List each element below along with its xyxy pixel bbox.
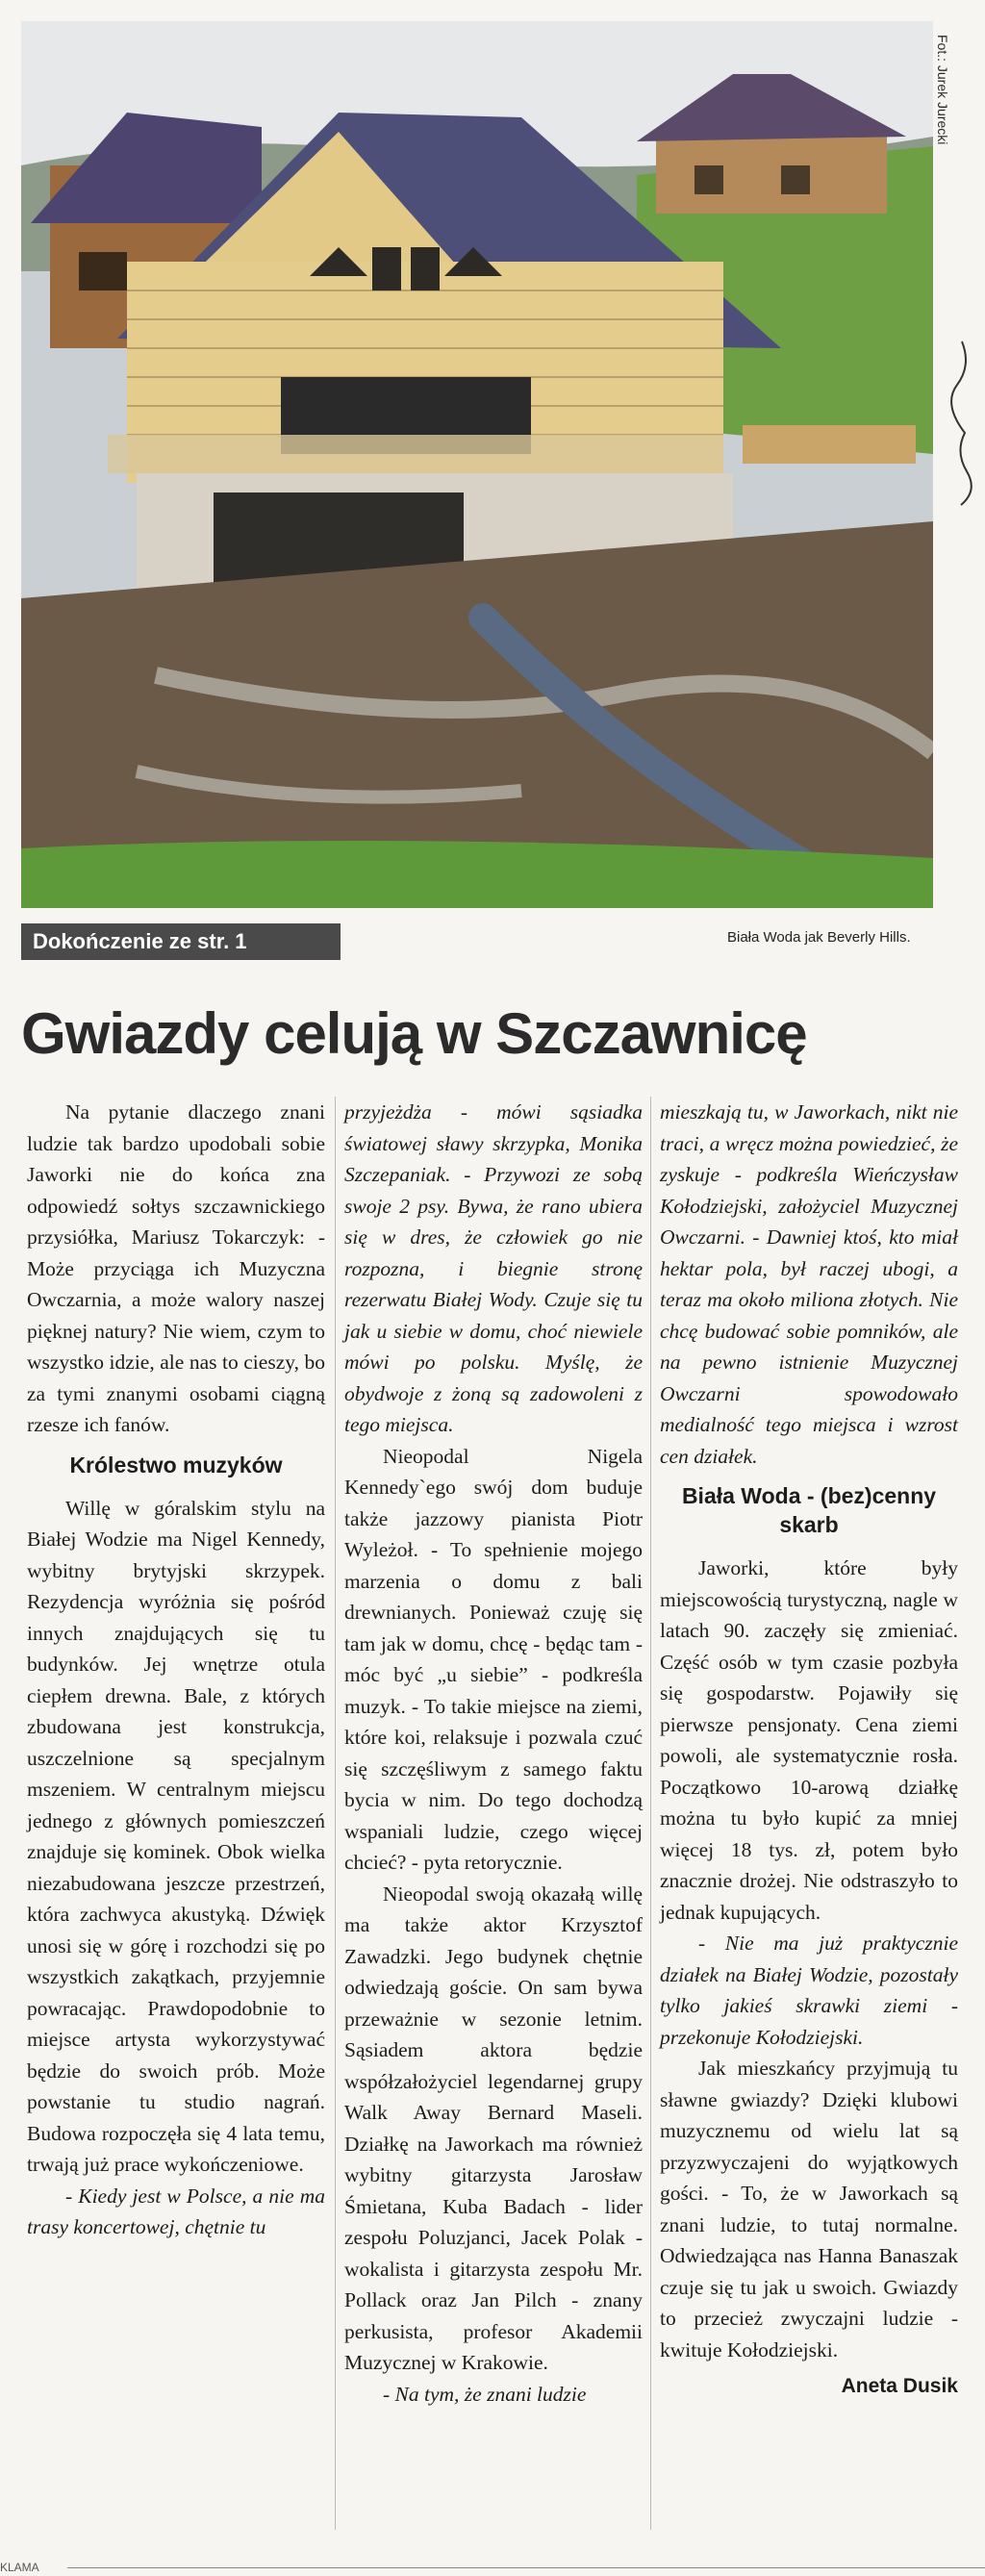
paragraph: Jaworki, które były miejscowością turystyczną, nagle w latach 90. zaczęły się zmieniać. Część osób w tym czasie pozbyła się gospodarstw. Pojawiły się pierwsze pensjonaty. Cena ziemi powoli, ale systematycznie rosła. Początkowo 10-arową działkę można tu było kupić za mniej więcej 18 tys. zł, potem było znacznie drożej. Nie odstraszyło to jednak kupujących. <box>660 1556 958 1924</box>
photo-caption: Biała Woda jak Beverly Hills. <box>727 929 911 946</box>
house-photo-illustration <box>21 21 933 908</box>
photo-credit <box>931 35 956 169</box>
paragraph: Nieopodal swoją okazałą willę ma także aktor Krzysztof Zawadzki. Jego budynek chętnie odwiedzają goście. On sam bywa przeważnie w sezonie letnim. Sąsiadem aktora będzie współzałożyciel legendarnej grupy Walk Away Bernard Maseli. Działkę na Jaworkach ma również wybitny gitarzysta Jarosław Śmietana, Kuba Badach - lider zespołu Poluzjanci, Jacek Polak - wokalista i gitarzysta zespołu Mr. Pollack oraz Jan Pilch - znany perkusista, profesor Akademii Muzycznej w Krakowie. <box>344 1881 643 2374</box>
footer-label: KLAMA <box>0 2561 39 2574</box>
photo-credit-text: Fot.: Jurek Jurecki <box>935 35 950 145</box>
paragraph: Na pytanie dlaczego znani ludzie tak bardzo upodobali sobie Jaworki nie do końca zna odpowiedź sołtys szczawnickiego przysiółka, Mariusz Tokarczyk: - Może przyciąga ich Muzyczna Owczarnia, a może walory naszej pięknej natury? Nie wiem, czym to wszystko idzie, ale nas to cieszy, bo za tymi znanymi osobami ciągną rzesze ich fanów. <box>27 1100 325 1436</box>
paragraph: Willę w góralskim stylu na Białej Wodzie ma Nigel Kennedy, wybitny brytyjski skrzypek. Rezydencja wyróżnia się pośród innych znajdujących się tu budynków. Jej wnętrze otula ciepłem drewna. Bale, z których zbudowana jest konstrukcja, uszczelnione są specjalnym mszeniem. W centralnym miejscu jednego z głównych pomieszczeń znajduje się kominek. Obok wielka niezabudowana jeszcze przestrzeń, która zachwyca akustyką. Dźwięk unosi się w górę i rozchodzi się po wszystkich zakątkach, przyjemnie powracając. Prawdopodobnie to miejsce artysta wykorzystywać będzie do swoich prób. Może powstanie tu studio nagrań. Budowa rozpoczęła się 4 lata temu, trwają już prace wykończeniowe. <box>27 1496 325 2176</box>
handwriting-scribble-icon <box>947 337 976 510</box>
handwritten-mark <box>947 337 976 510</box>
article-photo <box>21 21 933 908</box>
subheading: Królestwo muzyków <box>69 1452 283 1477</box>
footer-rule <box>67 2567 985 2568</box>
continuation-strip: Dokończenie ze str. 1 <box>21 923 341 960</box>
article-column-1 <box>27 1097 325 2243</box>
paragraph: - Kiedy jest w Polsce, a nie ma trasy koncertowej, chętnie tu <box>27 2184 325 2238</box>
article-body <box>21 1097 958 2530</box>
paragraph: przyjeżdża - mówi sąsiadka światowej sławy skrzypka, Monika Szczepaniak. - Przywozi ze sobą swoje 2 psy. Bywa, że rano ubiera się w dres, że człowiek go nie rozpozna, i biegnie stronę rezerwatu Białej Wody. Czuje się tu jak u siebie w domu, choć niewiele mówi po polsku. Myślę, że obydwoje z żoną są zadowoleni z tego miejsca. <box>344 1100 643 1436</box>
paragraph: Jak mieszkańcy przyjmują tu sławne gwiazdy? Dzięki klubowi muzycznemu od wielu lat są przyzwyczajeni do wyjątkowych gości. - To, że w Jaworkach są znani ludzie, to tutaj normalne. Odwiedzająca nas Hanna Banaszak czuje się tu jak u swoich. Gwiazdy to przecież zwyczajni ludzie - kwituje Kołodziejski. <box>660 2057 958 2361</box>
column-divider <box>650 1097 651 2530</box>
paragraph: Nieopodal Nigela Kennedy`ego swój dom buduje także jazzowy pianista Piotr Wyleżoł. - To spełnienie mojego marzenia o domu z bali drewnianych. Ponieważ czuję się tam jak w domu, chcę - będąc tam - móc być „u siebie” - podkreśla muzyk. - To takie miejsce na ziemi, które koi, relaksuje i pozwala czuć się szczęśliwym z samego faktu bycia w nim. Do tego dochodzą wspaniali ludzie, czego więcej chcieć? - pyta retorycznie. <box>344 1444 643 1874</box>
article-headline: Gwiazdy celują w Szczawnicę <box>21 1001 807 1066</box>
paragraph: - Na tym, że znani ludzie <box>383 2382 587 2406</box>
paragraph: - Nie ma już praktycznie działek na Białej Wodzie, pozostały tylko jakieś skrawki ziemi - przekonuje Kołodziejski. <box>660 1932 958 2049</box>
page-footer <box>0 2559 985 2576</box>
article-author: Aneta Dusik <box>841 2375 958 2397</box>
article-column-2 <box>344 1097 643 2410</box>
subheading: Biała Woda - (bez)cenny skarb <box>681 1483 937 1537</box>
column-divider <box>335 1097 336 2530</box>
paragraph: mieszkają tu, w Jaworkach, nikt nie traci, a wręcz można powiedzieć, że zyskuje - podkreśla Wieńczysław Kołodziejski, założyciel Muzycznej Owczarni. - Dawniej ktoś, kto miał hektar pola, był raczej ubogi, a teraz ma około miliona złotych. Nie chcę budować sobie pomników, ale na pewno istnienie Muzycznej Owczarni spowodowało medialność tego miejsca i wzrost cen działek. <box>660 1100 958 1468</box>
article-column-3 <box>660 1097 958 2403</box>
